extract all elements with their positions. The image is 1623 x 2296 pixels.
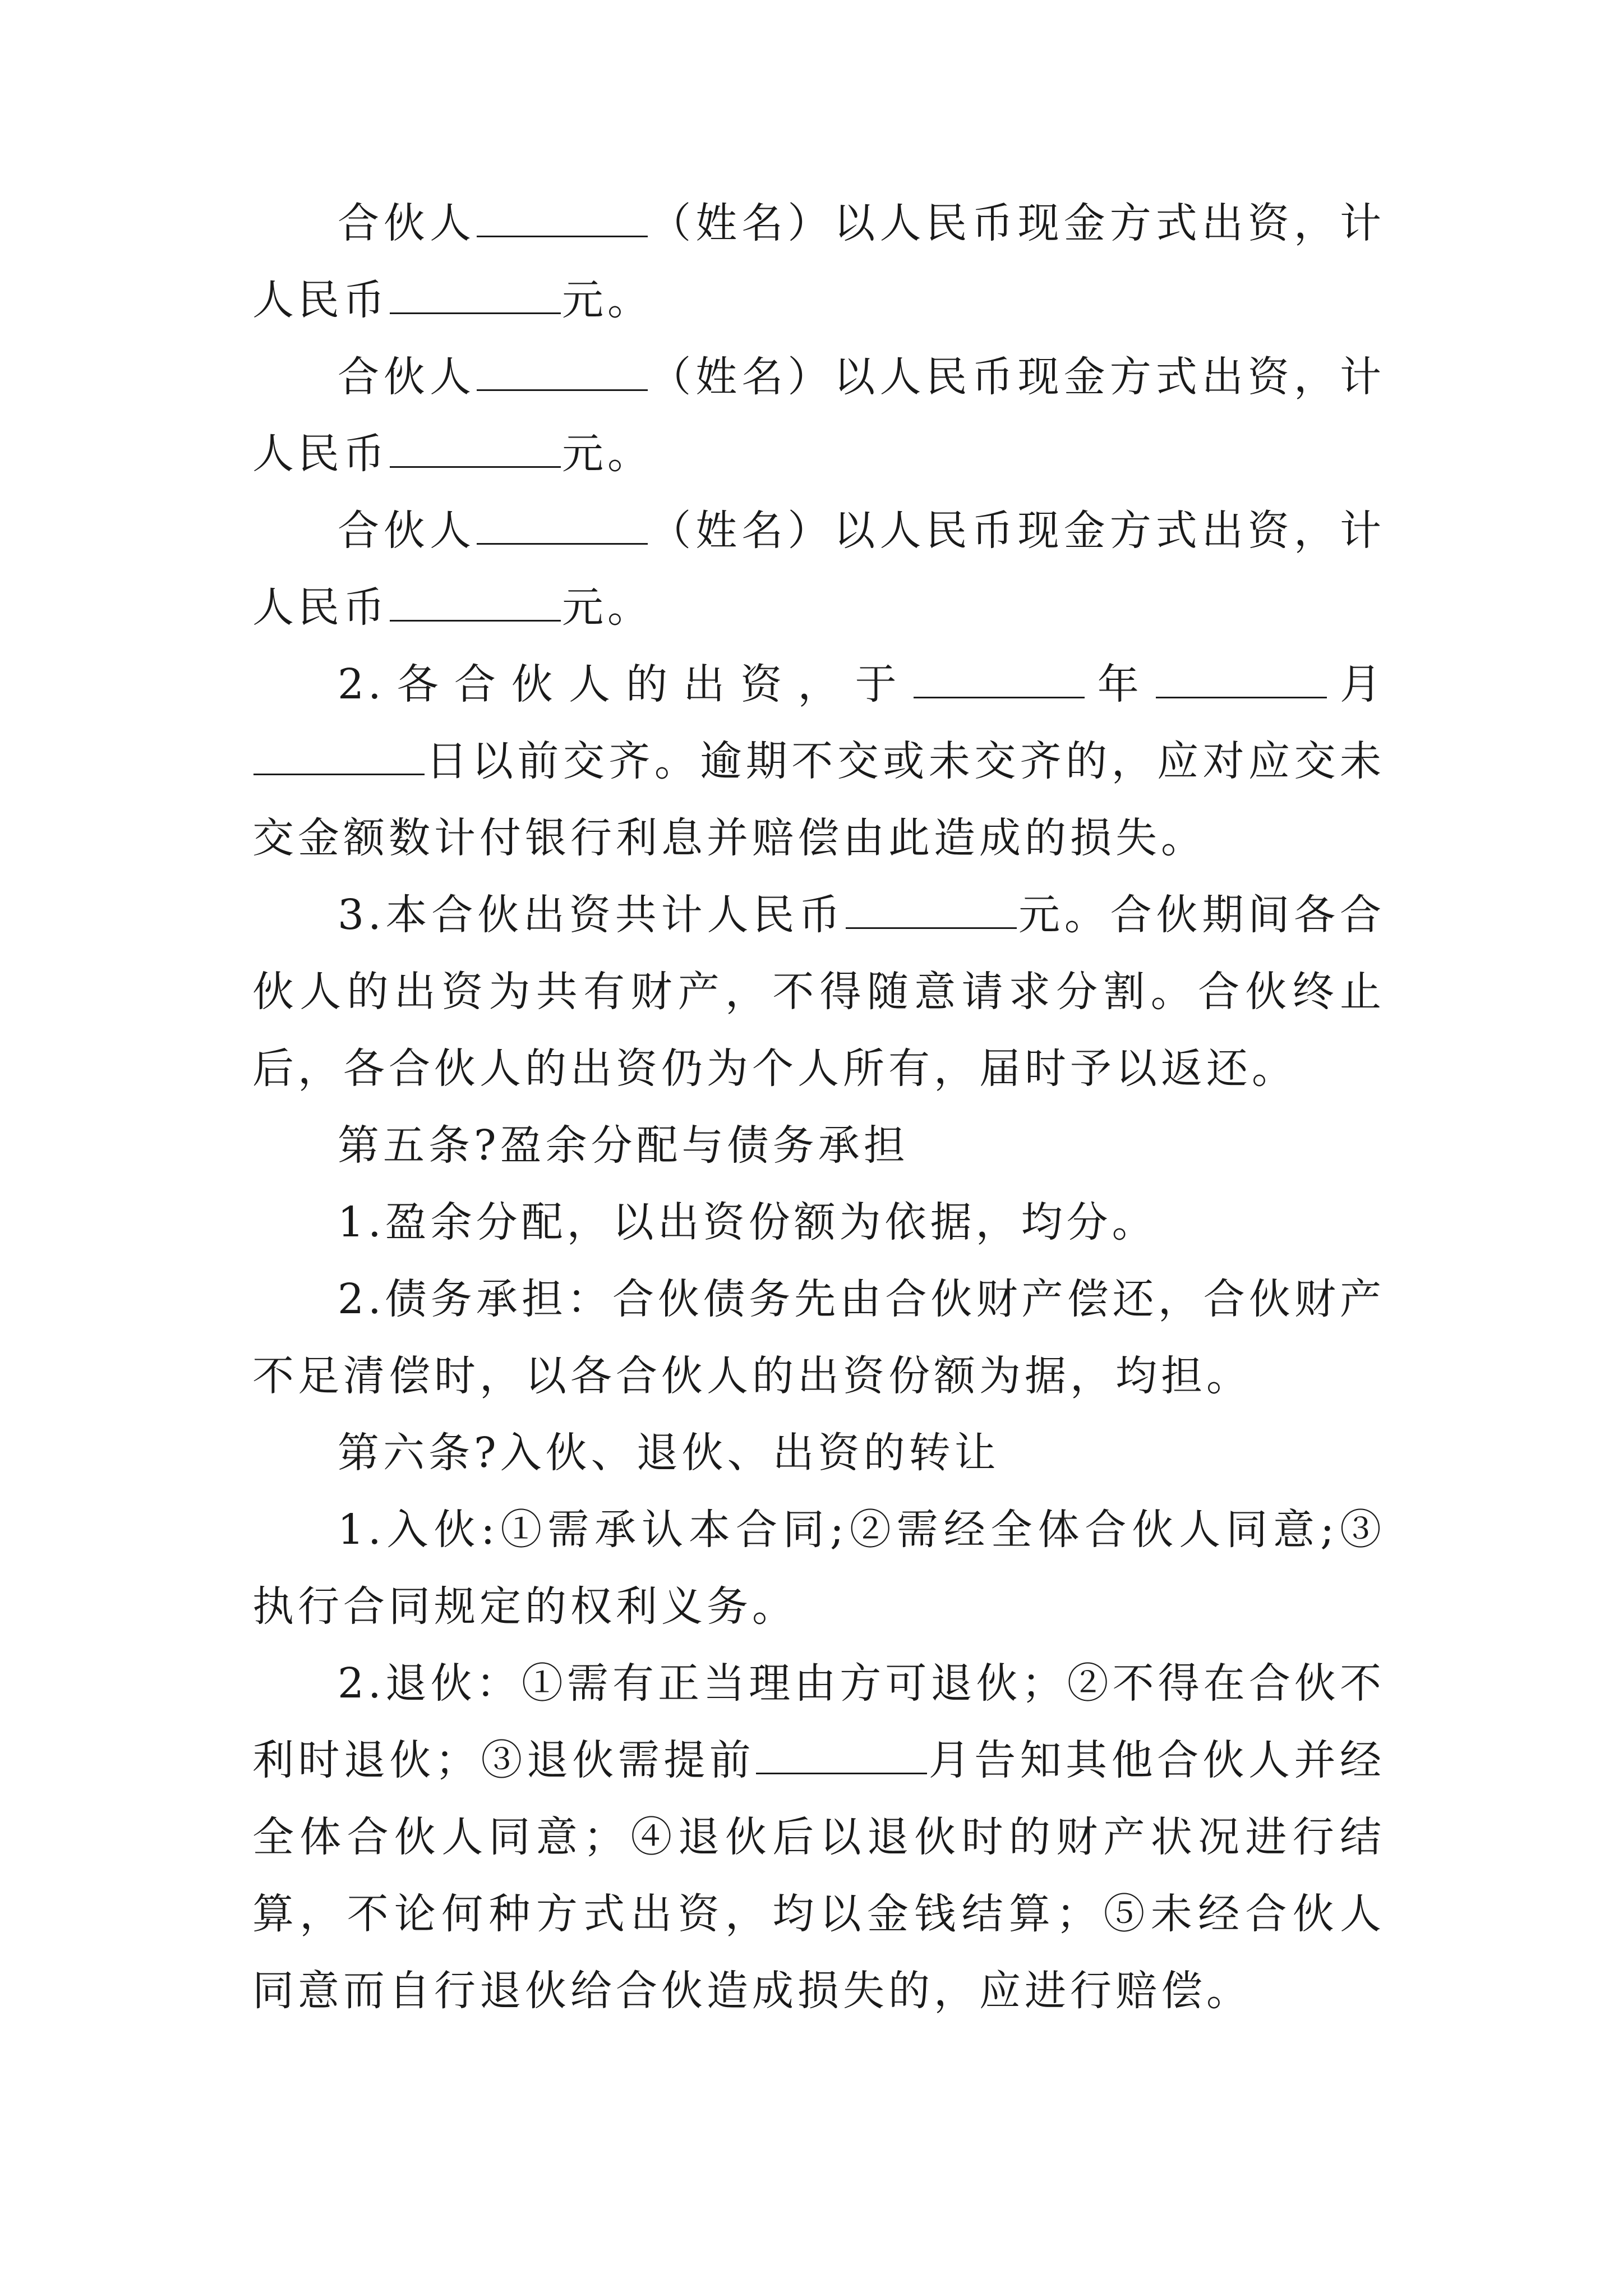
text-segment: 月 [1327, 660, 1386, 708]
blank-notice-months [756, 1772, 927, 1774]
text-segment: 合伙人 [338, 353, 476, 401]
clause-3-paragraph [252, 877, 1385, 1107]
text-segment: （姓名）以人民币现金方式出资，计人民币 [252, 199, 1386, 324]
text-segment: 2.退伙：①需有正当理由方可退伙；②不得在合伙不利时退伙；③退伙需提前 [252, 1659, 1385, 1784]
article-6-item-2 [252, 1645, 1385, 2030]
blank-year [914, 696, 1085, 698]
blank-amount [390, 312, 561, 314]
text-segment: 合伙人 [338, 199, 476, 247]
blank-partner-name [477, 389, 648, 391]
text-segment: 元。 [562, 430, 653, 478]
text-segment: 日以前交齐。逾期不交或未交齐的，应对应交未交金额数计付银行利息并赔偿由此造成的损失。 [252, 737, 1385, 862]
text-segment: 元。 [562, 276, 653, 324]
text-segment: 3.本合伙出资共计人民币 [338, 891, 845, 939]
article-5-item-1: 1.盈余分配，以出资份额为依据，均分。 [338, 1198, 1158, 1246]
text-segment: 2.各合伙人的出资，于 [338, 660, 912, 708]
contribution-paragraph-1 [252, 185, 1385, 339]
article-5-item-2: 2.债务承担：合伙债务先由合伙财产偿还，合伙财产不足清偿时，以各合伙人的出资份额为据，均担。 [252, 1275, 1385, 1400]
document-page [252, 185, 1385, 2030]
blank-total-amount [846, 927, 1017, 929]
contribution-paragraph-2 [252, 339, 1385, 493]
blank-month [1156, 696, 1327, 698]
blank-day [253, 773, 425, 775]
contribution-paragraph-3 [252, 493, 1385, 646]
text-segment: 元。合伙期间各合伙人的出资为共有财产，不得随意请求分割。合伙终止后，各合伙人的出资仍为个人所有，届时予以返还。 [252, 891, 1385, 1093]
text-segment: （姓名）以人民币现金方式出资，计人民币 [252, 507, 1386, 632]
blank-partner-name [477, 542, 648, 545]
text-segment: 月告知其他合伙人并经全体合伙人同意；④退伙后以退伙时的财产状况进行结算，不论何种方式出资，均以金钱结算；⑤未经合伙人同意而自行退伙给合伙造成损失的，应进行赔偿。 [252, 1736, 1386, 2015]
text-segment: （姓名）以人民币现金方式出资，计人民币 [252, 353, 1386, 478]
blank-amount [390, 619, 561, 622]
text-segment: 元。 [562, 583, 653, 632]
text-segment: 合伙人 [338, 507, 476, 555]
article-6-item-1: 1.入伙:①需承认本合同;②需经全体合伙人同意;③执行合同规定的权利义务。 [252, 1506, 1385, 1631]
blank-amount [390, 466, 561, 468]
article-5-title: 第五条?盈余分配与债务承担 [338, 1121, 909, 1170]
clause-2-paragraph [252, 646, 1385, 877]
article-6-title: 第六条?入伙、退伙、出资的转让 [338, 1429, 1000, 1477]
blank-partner-name [477, 235, 648, 237]
text-segment: 年 [1085, 660, 1155, 708]
